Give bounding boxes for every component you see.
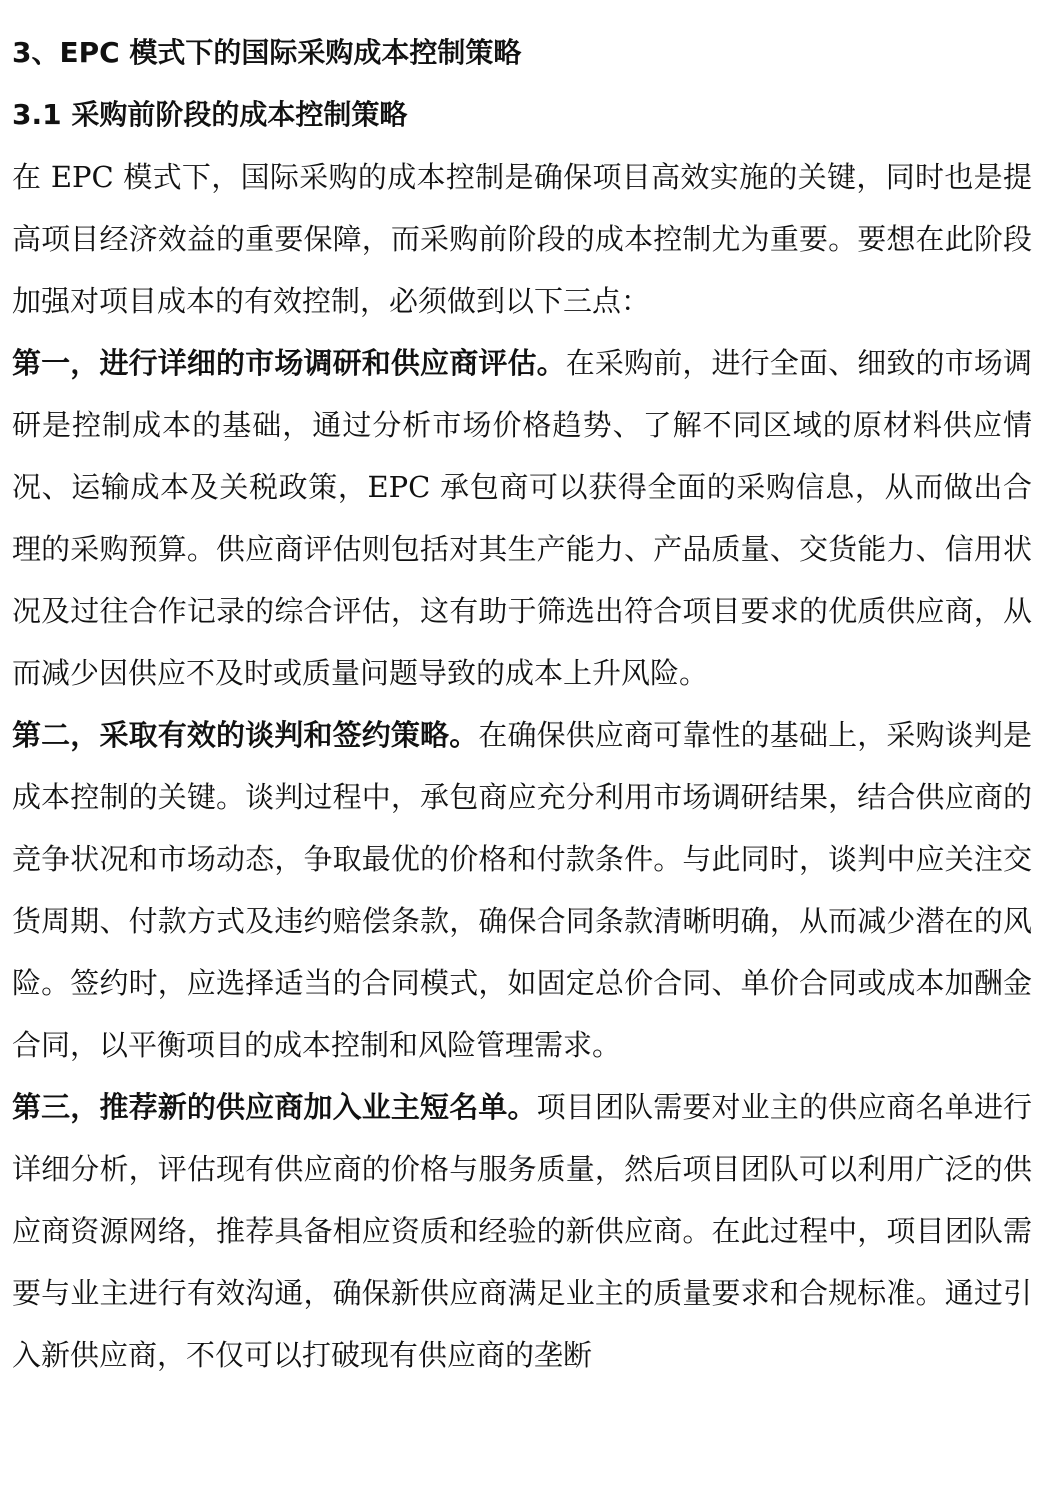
point-body-1: 在采购前，进行全面、细致的市场调研是控制成本的基础，通过分析市场价格趋势、了解不同区域的原材料供应情况、运输成本及关税政策，EPC 承包商可以获得全面的采购信息，从而做出合理的采购预算。供应商评估则包括对其生产能力、产品质量、交货能力、信用状况及过往合作记录的综合评估，这有助于筛选出符合项目要求的优质供应商，从而减少因供应不及时或质量问题导致的成本上升风险。	[12, 346, 1032, 690]
subsection-heading: 3.1 采购前阶段的成本控制策略	[12, 98, 408, 131]
point-paragraph-1	[12, 332, 1032, 704]
point-lead-2: 第二，采取有效的谈判和签约策略。	[12, 718, 479, 752]
point-lead-1: 第一，进行详细的市场调研和供应商评估。	[12, 346, 566, 380]
section-heading: 3、EPC 模式下的国际采购成本控制策略	[12, 36, 522, 69]
intro-paragraph: 在 EPC 模式下，国际采购的成本控制是确保项目高效实施的关键，同时也是提高项目经济效益的重要保障，而采购前阶段的成本控制尤为重要。要想在此阶段加强对项目成本的有效控制，必须做到以下三点：	[12, 160, 1032, 318]
point-body-2: 在确保供应商可靠性的基础上，采购谈判是成本控制的关键。谈判过程中，承包商应充分利用市场调研结果，结合供应商的竞争状况和市场动态，争取最优的价格和付款条件。与此同时，谈判中应关注交货周期、付款方式及违约赔偿条款，确保合同条款清晰明确，从而减少潜在的风险。签约时，应选择适当的合同模式，如固定总价合同、单价合同或成本加酬金合同，以平衡项目的成本控制和风险管理需求。	[12, 718, 1032, 1062]
point-lead-3: 第三，推荐新的供应商加入业主短名单。	[12, 1090, 537, 1124]
document-page	[12, 22, 1032, 1386]
point-paragraph-3	[12, 1076, 1032, 1386]
point-body-3: 项目团队需要对业主的供应商名单进行详细分析，评估现有供应商的价格与服务质量，然后项目团队可以利用广泛的供应商资源网络，推荐具备相应资质和经验的新供应商。在此过程中，项目团队需要与业主进行有效沟通，确保新供应商满足业主的质量要求和合规标准。通过引入新供应商，不仅可以打破现有供应商的垄断	[12, 1090, 1032, 1372]
point-paragraph-2	[12, 704, 1032, 1076]
